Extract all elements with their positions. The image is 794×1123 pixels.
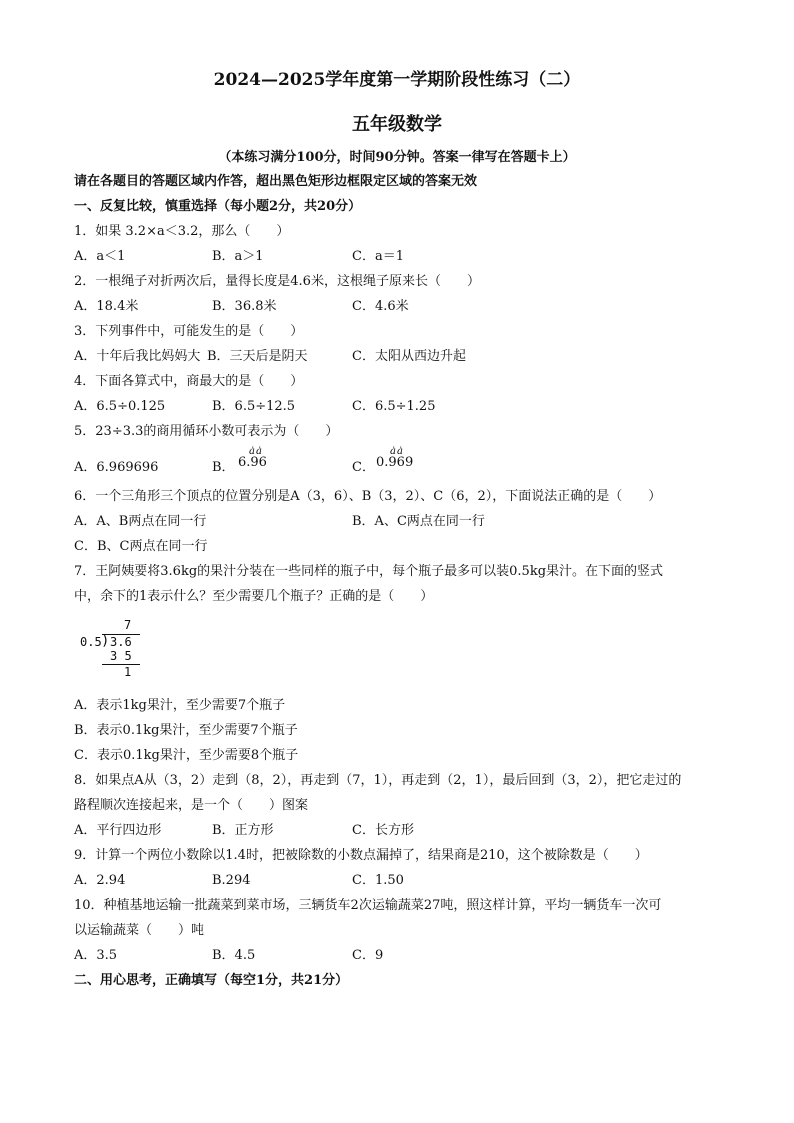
q6-option-c: C．B、C两点在同一行 <box>74 539 208 554</box>
q5-option-b-label: B． <box>212 460 235 475</box>
division-product: 3 5 <box>110 649 132 663</box>
division-dividend: 3.6 <box>110 635 132 649</box>
q3-option-c: C．太阳从西边升起 <box>352 349 466 364</box>
q4-option-c: C．6.5÷1.25 <box>352 399 436 414</box>
division-bracket: ) <box>101 633 110 649</box>
exam-subject: 五年级数学 <box>352 114 442 135</box>
question-5: 5．23÷3.3的商用循环小数可表示为（ ） <box>74 424 339 439</box>
q8-option-a: A．平行四边形 <box>74 823 162 838</box>
q8-option-c: C．长方形 <box>352 823 414 838</box>
q2-option-a: A．18.4米 <box>74 299 139 314</box>
division-bottom-bar <box>102 664 140 665</box>
q10-option-a: A．3.5 <box>74 948 118 963</box>
question-7-line-1: 7．王阿姨要将3.6kg的果汁分装在一些同样的瓶子中，每个瓶子最多可以装0.5kg果汁。在下面的竖式 <box>74 564 664 579</box>
question-8-line-2: 路程顺次连接起来，是一个（ ）图案 <box>74 798 309 813</box>
q2-option-b: B．36.8米 <box>212 299 277 314</box>
q10-option-c: C．9 <box>352 948 384 963</box>
section-1-heading: 一、反复比较，慎重选择（每小题2分，共20分） <box>74 199 362 214</box>
q8-option-b: B．正方形 <box>212 823 274 838</box>
q3-option-a: A．十年后我比妈妈大 <box>74 349 201 364</box>
q5-option-c-repeat-dots: ȧȧ <box>390 446 404 457</box>
q6-option-b: B．A、C两点在同一行 <box>352 514 485 529</box>
division-remainder: 1 <box>124 665 132 679</box>
q7-option-a: A．表示1kg果汁，至少需要7个瓶子 <box>74 698 286 713</box>
q5-option-b-value: 6.96 <box>238 455 267 470</box>
exam-title: 2024—2025学年度第一学期阶段性练习（二） <box>213 70 581 90</box>
q5-option-b-repeat-dots: ȧȧ <box>249 446 263 457</box>
q4-option-b: B．6.5÷12.5 <box>212 399 296 414</box>
long-division <box>80 618 150 680</box>
question-9: 9．计算一个两位小数除以1.4时，把被除数的小数点漏掉了，结果商是210，这个被除数是（ ） <box>74 848 648 863</box>
q7-option-b: B．表示0.1kg果汁，至少需要7个瓶子 <box>74 723 298 738</box>
exam-note: （本练习满分100分，时间90分钟。答案一律写在答题卡上） <box>218 150 576 165</box>
question-1: 1．如果 3.2×a＜3.2，那么（ ） <box>74 224 290 239</box>
q5-option-c-label: C． <box>352 460 375 475</box>
q1-option-a: A．a＜1 <box>74 249 126 264</box>
question-2: 2．一根绳子对折两次后，量得长度是4.6米，这根绳子原来长（ ） <box>74 274 480 289</box>
q9-option-c: C．1.50 <box>352 873 404 888</box>
answer-warning: 请在各题目的答题区域内作答，超出黑色矩形边框限定区域的答案无效 <box>74 174 478 189</box>
q1-option-c: C．a＝1 <box>352 249 404 264</box>
q5-option-a: A．6.969696 <box>74 460 159 475</box>
division-divisor: 0.5 <box>80 635 102 649</box>
section-2-heading: 二、用心思考，正确填写（每空1分，共21分） <box>74 973 349 988</box>
q9-option-a: A．2.94 <box>74 873 126 888</box>
division-quotient: 7 <box>124 618 132 632</box>
question-7-line-2: 中，余下的1表示什么？至少需要几个瓶子？正确的是（ ） <box>74 589 434 604</box>
question-4: 4．下面各算式中，商最大的是（ ） <box>74 374 304 389</box>
q4-option-a: A．6.5÷0.125 <box>74 399 166 414</box>
question-6: 6．一个三角形三个顶点的位置分别是A（3，6）、B（3，2）、C（6，2），下面说法正确的是（ ） <box>74 489 662 504</box>
question-8-line-1: 8．如果点A从（3，2）走到（8，2），再走到（7，1），再走到（2，1），最后回到（3，2），把它走过的 <box>74 773 682 788</box>
q1-option-b: B．a＞1 <box>212 249 264 264</box>
question-10-line-1: 10．种植基地运输一批蔬菜到菜市场，三辆货车2次运输蔬菜27吨，照这样计算，平均一辆货车一次可 <box>74 898 662 913</box>
q9-option-b: B.294 <box>212 873 251 888</box>
q7-option-c: C．表示0.1kg果汁，至少需要8个瓶子 <box>74 748 299 763</box>
q10-option-b: B．4.5 <box>212 948 256 963</box>
q2-option-c: C．4.6米 <box>352 299 409 314</box>
q6-option-a: A．A、B两点在同一行 <box>74 514 207 529</box>
q5-option-c-value: 0.969 <box>376 455 414 470</box>
question-10-line-2: 以运输蔬菜（ ）吨 <box>74 923 205 938</box>
question-3: 3．下列事件中，可能发生的是（ ） <box>74 324 304 339</box>
q3-option-b: B．三天后是阴天 <box>207 349 308 364</box>
